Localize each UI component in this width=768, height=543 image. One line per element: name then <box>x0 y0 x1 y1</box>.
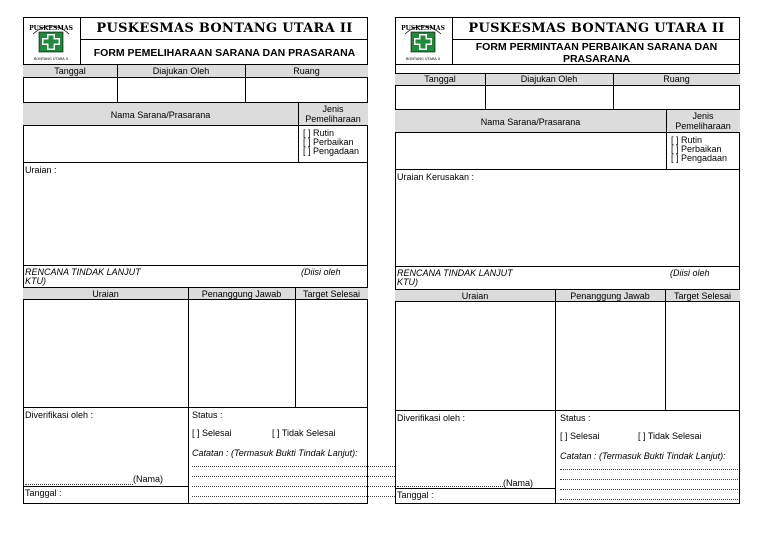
col-tanggal: Tanggal <box>54 66 86 76</box>
th-penanggung-jawab: Penanggung Jawab <box>201 289 282 299</box>
divider <box>295 287 296 407</box>
divider <box>395 301 740 302</box>
col-nama-sarana: Nama Sarana/Prasarana <box>110 110 211 120</box>
nama-label: (Nama) <box>133 474 164 484</box>
catatan-line[interactable] <box>560 469 738 470</box>
catatan-line[interactable] <box>192 466 395 467</box>
nama-line <box>25 484 133 485</box>
divider <box>23 265 368 266</box>
status-label: Status : <box>560 413 591 423</box>
th-penanggung-jawab: Penanggung Jawab <box>570 291 650 301</box>
diisi-oleh: (Diisi oleh <box>670 268 710 278</box>
uraian-label: Uraian : <box>25 165 57 175</box>
divider <box>23 407 368 408</box>
divider <box>395 488 555 489</box>
divider <box>485 73 486 109</box>
divider <box>23 162 368 163</box>
option-perbaikan[interactable]: [ ] Perbaikan <box>671 144 722 154</box>
uraian-kerusakan-label: Uraian Kerusakan : <box>397 172 475 182</box>
logo-text-bottom: BONTANG UTARA II <box>406 57 440 61</box>
divider <box>245 65 246 102</box>
option-pengadaan[interactable]: [ ] Pengadaan <box>671 153 728 163</box>
puskesmas-logo <box>397 20 449 62</box>
col-ruang: Ruang <box>293 66 320 76</box>
form-title: FORM PEMELIHARAAN SARANA DAN PRASARANA <box>81 39 368 65</box>
divider <box>188 287 189 504</box>
th-target-selesai: Target Selesai <box>673 291 732 301</box>
col-tanggal: Tanggal <box>424 74 456 84</box>
divider <box>666 109 667 169</box>
divider <box>395 85 740 86</box>
catatan-line[interactable] <box>192 486 395 487</box>
ktu-label: KTU) <box>397 277 418 287</box>
divider <box>395 169 740 170</box>
nama-label: (Nama) <box>503 478 534 488</box>
rencana-tindak-lanjut: RENCANA TINDAK LANJUT <box>397 268 513 278</box>
checkbox-selesai[interactable]: [ ] Selesai <box>560 431 600 441</box>
divider <box>555 289 556 504</box>
form-header <box>395 17 740 65</box>
th-uraian: Uraian <box>461 291 489 301</box>
form-permintaan-perbaikan <box>395 17 740 504</box>
divider <box>395 410 740 411</box>
diverifikasi-label: Diverifikasi oleh : <box>397 413 466 423</box>
form-pemeliharaan <box>23 17 368 504</box>
option-pengadaan[interactable]: [ ] Pengadaan <box>303 146 360 156</box>
col-nama-sarana: Nama Sarana/Prasarana <box>480 117 581 127</box>
ktu-label: KTU) <box>25 276 46 286</box>
diisi-oleh: (Diisi oleh <box>301 267 341 277</box>
tanggal-bawah: Tanggal : <box>397 490 434 500</box>
form-header <box>23 17 368 65</box>
divider <box>665 289 666 410</box>
rencana-tindak-lanjut: RENCANA TINDAK LANJUT <box>25 267 141 277</box>
col-diajukan-oleh: Diajukan Oleh <box>152 66 210 76</box>
status-label: Status : <box>192 410 223 420</box>
divider <box>395 266 740 267</box>
divider <box>23 299 368 300</box>
catatan-label: Catatan : (Termasuk Bukti Tindak Lanjut): <box>192 448 358 458</box>
catatan-line[interactable] <box>192 476 395 477</box>
form-title: FORM PERMINTAAN PERBAIKAN SARANA DAN PRASARANA <box>453 39 740 65</box>
org-name: PUSKESMAS BONTANG UTARA II <box>96 21 353 36</box>
divider <box>23 77 368 78</box>
catatan-line[interactable] <box>560 479 738 480</box>
col-jenis-pemeliharaan: Jenis Pemeliharaan <box>675 111 731 131</box>
catatan-line[interactable] <box>560 489 738 490</box>
catatan-label: Catatan : (Termasuk Bukti Tindak Lanjut): <box>560 451 726 461</box>
divider <box>298 102 299 162</box>
checkbox-tidak-selesai[interactable]: [ ] Tidak Selesai <box>638 431 702 441</box>
divider <box>23 486 188 487</box>
logo-text-bottom: BONTANG UTARA II <box>34 57 68 61</box>
diverifikasi-label: Diverifikasi oleh : <box>25 410 94 420</box>
divider <box>613 73 614 109</box>
th-target-selesai: Target Selesai <box>302 289 361 299</box>
divider <box>395 132 740 133</box>
logo-text-top: PUSKESMAS <box>401 25 445 32</box>
th-uraian: Uraian <box>92 289 119 299</box>
nama-line <box>397 486 503 487</box>
col-jenis-pemeliharaan: Jenis Pemeliharaan <box>305 104 361 124</box>
catatan-line[interactable] <box>560 499 738 500</box>
checkbox-tidak-selesai[interactable]: [ ] Tidak Selesai <box>272 428 336 438</box>
logo-text-top: PUSKESMAS <box>29 25 73 32</box>
tanggal-bawah: Tanggal : <box>25 488 62 498</box>
col-diajukan-oleh: Diajukan Oleh <box>520 74 578 84</box>
option-rutin[interactable]: [ ] Rutin <box>671 135 703 145</box>
option-perbaikan[interactable]: [ ] Perbaikan <box>303 137 354 147</box>
col-ruang: Ruang <box>663 74 690 84</box>
checkbox-selesai[interactable]: [ ] Selesai <box>192 428 232 438</box>
puskesmas-logo <box>25 20 77 62</box>
divider <box>117 65 118 102</box>
divider <box>23 125 368 126</box>
org-name: PUSKESMAS BONTANG UTARA II <box>468 21 725 36</box>
catatan-line[interactable] <box>192 496 395 497</box>
option-rutin[interactable]: [ ] Rutin <box>303 128 335 138</box>
